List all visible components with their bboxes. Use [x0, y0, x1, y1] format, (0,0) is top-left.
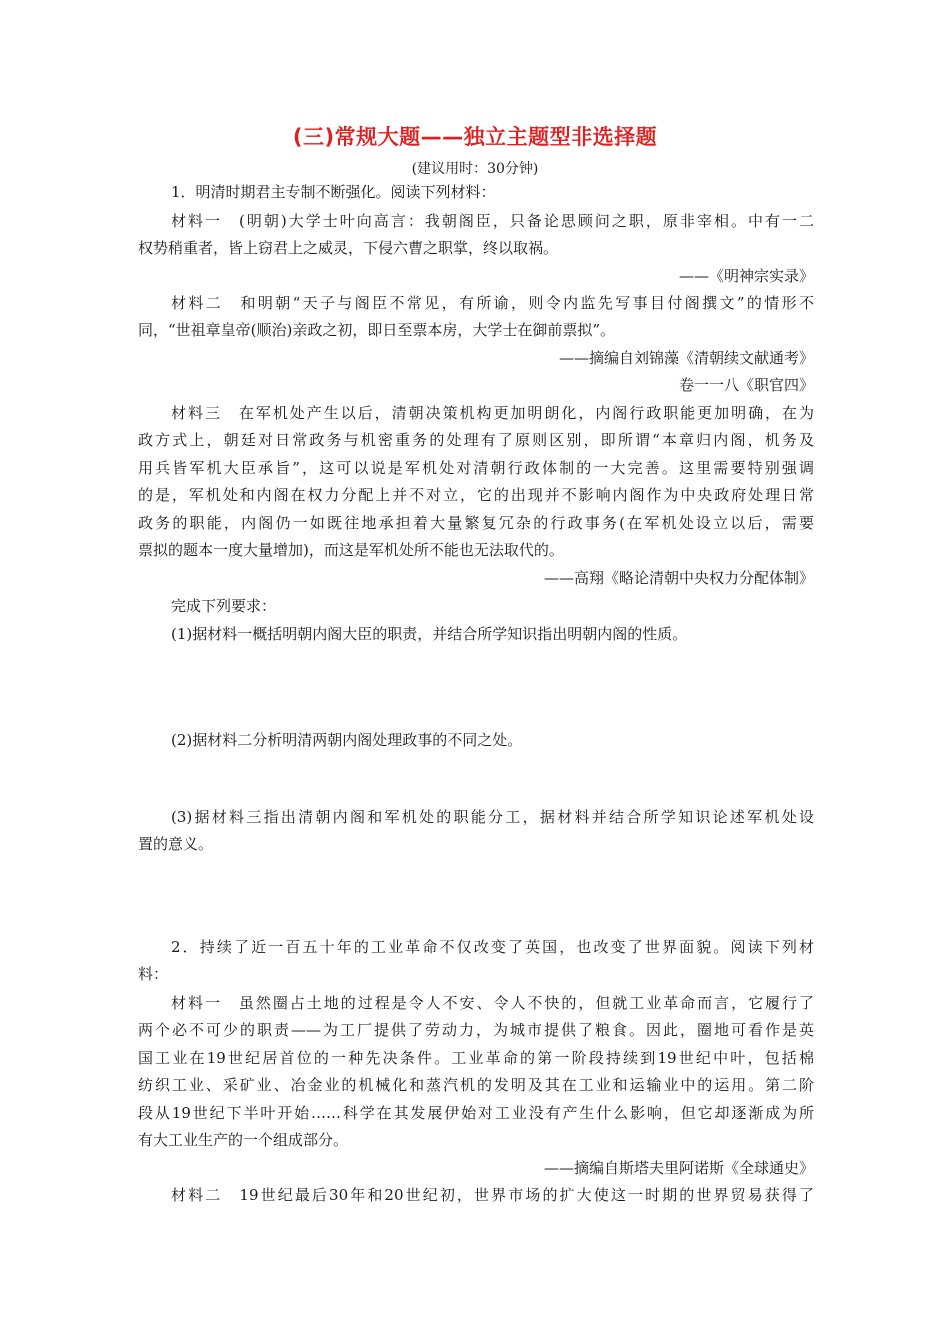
q1-material3-line: 政方式上，朝廷对日常政务与机密重务的处理有了原则区别，即所谓“本章归内阁，机务及 — [138, 431, 814, 449]
q1-material3-line: 政务的职能，内阁仍一如既往地承担着大量繁复冗杂的行政事务(在军机处设立以后，需要 — [138, 514, 814, 532]
q2-material2-line: 材料二 19世纪最后30年和20世纪初，世界市场的扩大使这一时期的世界贸易获得了 — [171, 1186, 814, 1204]
q1-material2-source: 卷一一八《职官四》 — [678, 376, 814, 394]
q1-subquestion-1: (1)据材料一概括明朝内阁大臣的职责，并结合所学知识指出明朝内阁的性质。 — [171, 625, 688, 643]
q2-intro: 2．持续了近一百五十年的工业革命不仅改变了英国，也改变了世界面貌。阅读下列材 — [171, 938, 814, 956]
q2-intro: 料： — [138, 965, 169, 983]
q1-material3-line: 票拟的题本一度大量增加)，而这是军机处所不能也无法取代的。 — [138, 541, 564, 559]
q1-material2-source: ——摘编自刘锦藻《清朝续文献通考》 — [558, 349, 814, 367]
q1-material1-line: 材料一 (明朝)大学士叶向高言：我朝阁臣，只备论思顾问之职，原非宰相。中有一二 — [171, 212, 814, 230]
q1-material3-source: ——高翔《略论清朝中央权力分配体制》 — [543, 569, 814, 587]
q1-subquestion-2: (2)据材料二分析明清两朝内阁处理政事的不同之处。 — [171, 731, 523, 749]
q1-material3-line: 用兵皆军机大臣承旨”，这可以说是军机处对清朝行政体制的一大完善。这里需要特别强调 — [138, 459, 814, 477]
time-suggestion: (建议用时：30分钟) — [411, 161, 539, 177]
q1-material2-line: 同，“世祖章皇帝(顺治)亲政之初，即日至票本房，大学士在御前票拟”。 — [138, 321, 616, 339]
q1-task-heading: 完成下列要求： — [171, 597, 277, 615]
q1-subquestion-3: 置的意义。 — [138, 835, 214, 853]
q1-material3-line: 的是，军机处和内阁在权力分配上并不对立，它的出现并不影响内阁作为中央政府处理日常 — [138, 486, 814, 504]
q1-subquestion-3: (3)据材料三指出清朝内阁和军机处的职能分工，据材料并结合所学知识论述军机处设 — [171, 808, 814, 826]
q1-material1-line: 权势稍重者，皆上窃君上之威灵，下侵六曹之职掌，终以取祸。 — [138, 239, 559, 257]
q1-material3-line: 材料三 在军机处产生以后，清朝决策机构更加明朗化，内阁行政职能更加明确，在为 — [171, 404, 814, 422]
q2-material1-line: 材料一 虽然圈占土地的过程是令人不安、令人不快的，但就工业革命而言，它履行了 — [171, 994, 814, 1012]
q1-intro: 1．明清时期君主专制不断强化。阅读下列材料： — [171, 183, 496, 201]
q1-material2-line: 材料二 和明朝“天子与阁臣不常见，有所谕，则令内监先写事目付阁撰文”的情形不 — [171, 294, 814, 312]
q2-material1-line: 段从19世纪下半叶开始……科学在其发展伊始对工业没有产生什么影响，但它却逐渐成为所 — [138, 1104, 814, 1122]
q2-material1-line: 有大工业生产的一个组成部分。 — [138, 1131, 349, 1149]
q2-material1-line: 国工业在19世纪居首位的一种先决条件。工业革命的第一阶段持续到19世纪中叶，包括棉 — [138, 1049, 814, 1067]
q2-material1-source: ——摘编自斯塔夫里阿诺斯《全球通史》 — [543, 1159, 814, 1177]
q2-material1-line: 纺织工业、采矿业、冶金业的机械化和蒸汽机的发明及其在工业和运输业中的运用。第二阶 — [138, 1076, 814, 1094]
q2-material1-line: 两个必不可少的职责——为工厂提供了劳动力，为城市提供了粮食。因此，圈地可看作是英 — [138, 1021, 814, 1039]
q1-material1-source: ——《明神宗实录》 — [678, 267, 814, 285]
page-title: (三)常规大题——独立主题型非选择题 — [292, 125, 658, 149]
